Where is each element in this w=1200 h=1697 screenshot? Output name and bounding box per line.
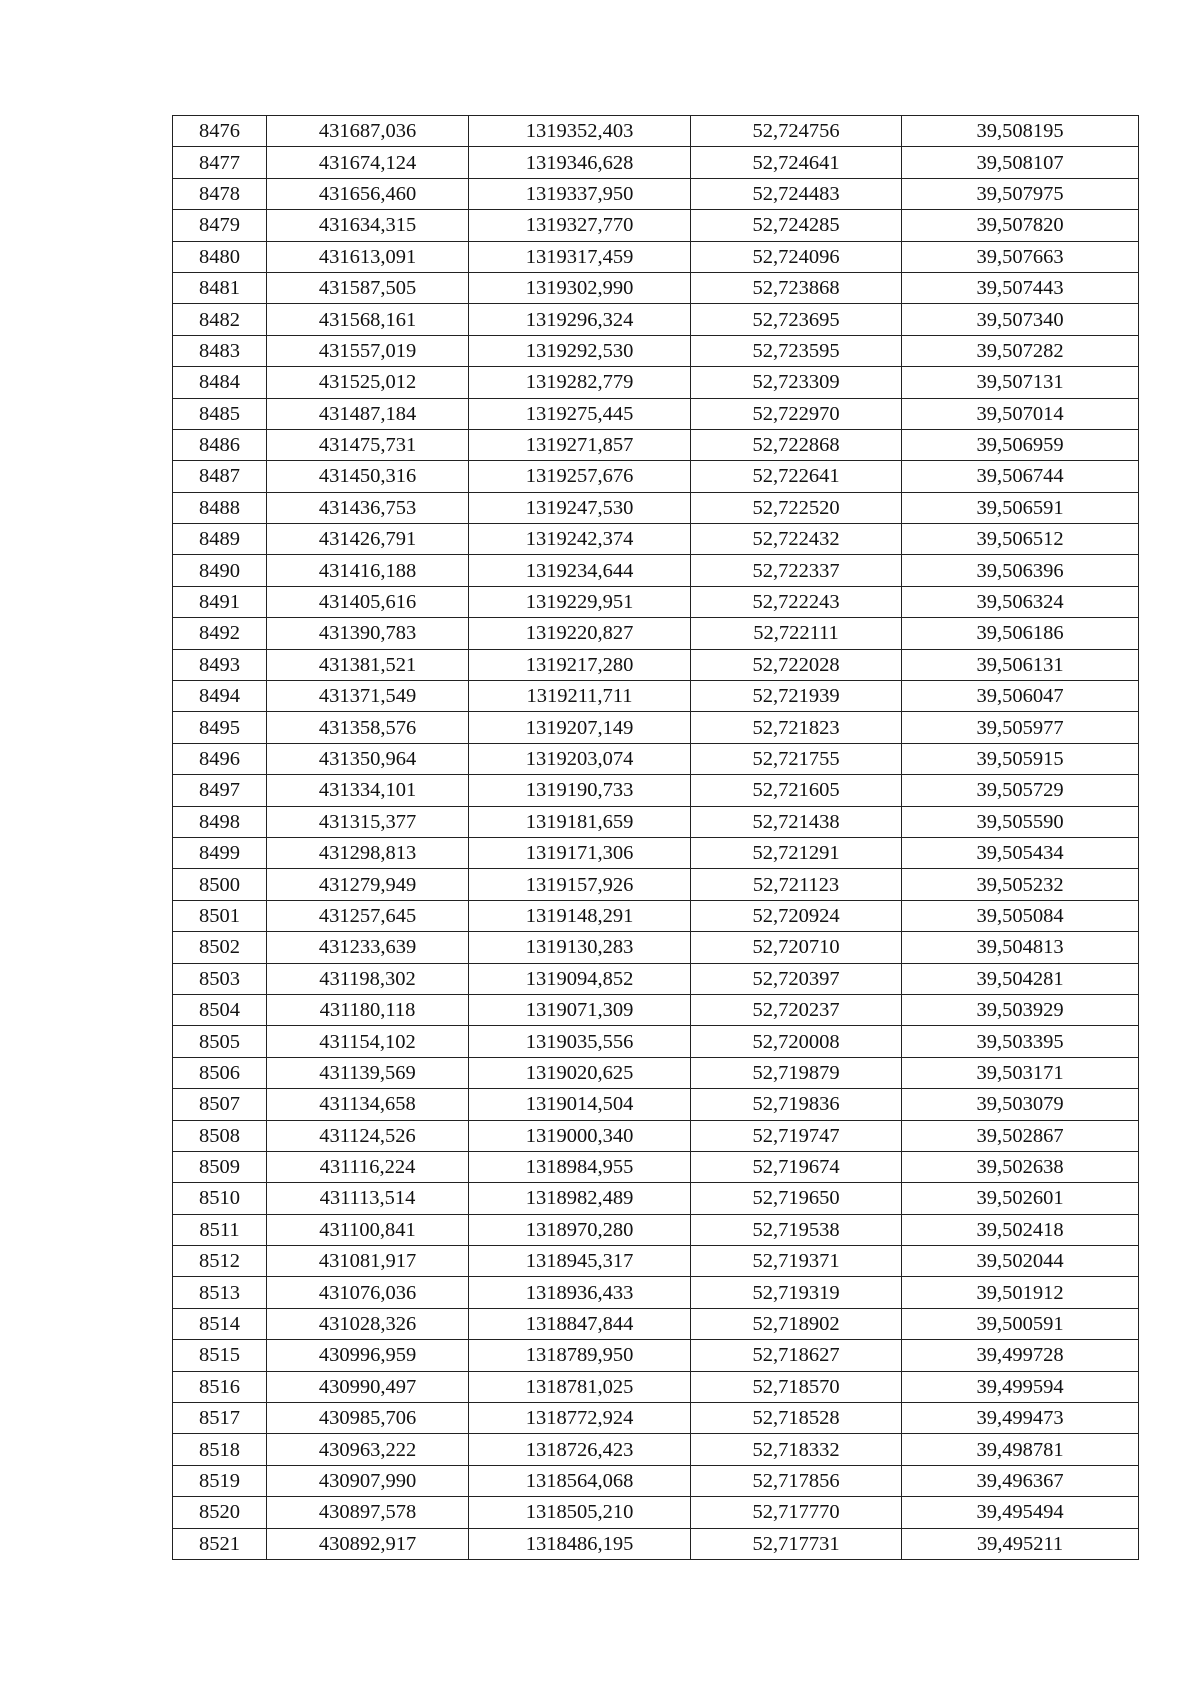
x-coordinate-cell: 431180,118 [267,994,469,1025]
latitude-cell: 52,719836 [691,1089,902,1120]
y-coordinate-cell: 1318847,844 [469,1308,691,1339]
longitude-cell: 39,500591 [902,1308,1139,1339]
longitude-cell: 39,499594 [902,1371,1139,1402]
longitude-cell: 39,507820 [902,210,1139,241]
longitude-cell: 39,507663 [902,241,1139,272]
table-row [173,1308,1139,1339]
table-row [173,524,1139,555]
table-row [173,994,1139,1025]
y-coordinate-cell: 1319352,403 [469,116,691,147]
x-coordinate-cell: 431076,036 [267,1277,469,1308]
longitude-cell: 39,503929 [902,994,1139,1025]
x-coordinate-cell: 431350,964 [267,743,469,774]
y-coordinate-cell: 1319257,676 [469,461,691,492]
point-number-cell: 8509 [173,1151,267,1182]
y-coordinate-cell: 1319207,149 [469,712,691,743]
y-coordinate-cell: 1319282,779 [469,367,691,398]
latitude-cell: 52,724756 [691,116,902,147]
x-coordinate-cell: 430990,497 [267,1371,469,1402]
x-coordinate-cell: 431525,012 [267,367,469,398]
table-row [173,210,1139,241]
y-coordinate-cell: 1319094,852 [469,963,691,994]
point-number-cell: 8491 [173,586,267,617]
longitude-cell: 39,507975 [902,178,1139,209]
table-row [173,178,1139,209]
longitude-cell: 39,507131 [902,367,1139,398]
table-row [173,712,1139,743]
point-number-cell: 8510 [173,1183,267,1214]
point-number-cell: 8515 [173,1340,267,1371]
point-number-cell: 8500 [173,869,267,900]
latitude-cell: 52,719650 [691,1183,902,1214]
x-coordinate-cell: 431416,188 [267,555,469,586]
latitude-cell: 52,721605 [691,775,902,806]
longitude-cell: 39,505590 [902,806,1139,837]
longitude-cell: 39,504813 [902,932,1139,963]
table-row [173,1340,1139,1371]
table-row [173,900,1139,931]
y-coordinate-cell: 1319346,628 [469,147,691,178]
latitude-cell: 52,723309 [691,367,902,398]
latitude-cell: 52,722520 [691,492,902,523]
table-row [173,1026,1139,1057]
table-row [173,1057,1139,1088]
table-row [173,429,1139,460]
longitude-cell: 39,495211 [902,1528,1139,1559]
x-coordinate-cell: 431568,161 [267,304,469,335]
latitude-cell: 52,720008 [691,1026,902,1057]
longitude-cell: 39,499473 [902,1403,1139,1434]
y-coordinate-cell: 1319148,291 [469,900,691,931]
table-row [173,1214,1139,1245]
longitude-cell: 39,506131 [902,649,1139,680]
table-row [173,1434,1139,1465]
table-row [173,272,1139,303]
longitude-cell: 39,505977 [902,712,1139,743]
point-number-cell: 8486 [173,429,267,460]
x-coordinate-cell: 431134,658 [267,1089,469,1120]
table-row [173,1246,1139,1277]
longitude-cell: 39,502601 [902,1183,1139,1214]
coordinates-table-body [173,116,1139,1560]
y-coordinate-cell: 1318505,210 [469,1497,691,1528]
longitude-cell: 39,502638 [902,1151,1139,1182]
longitude-cell: 39,506396 [902,555,1139,586]
latitude-cell: 52,720397 [691,963,902,994]
longitude-cell: 39,507340 [902,304,1139,335]
y-coordinate-cell: 1319217,280 [469,649,691,680]
y-coordinate-cell: 1319190,733 [469,775,691,806]
table-row [173,806,1139,837]
x-coordinate-cell: 431687,036 [267,116,469,147]
latitude-cell: 52,719674 [691,1151,902,1182]
x-coordinate-cell: 431257,645 [267,900,469,931]
longitude-cell: 39,505084 [902,900,1139,931]
latitude-cell: 52,719538 [691,1214,902,1245]
table-row [173,398,1139,429]
y-coordinate-cell: 1319317,459 [469,241,691,272]
latitude-cell: 52,721438 [691,806,902,837]
table-row [173,241,1139,272]
point-number-cell: 8505 [173,1026,267,1057]
y-coordinate-cell: 1318772,924 [469,1403,691,1434]
latitude-cell: 52,718902 [691,1308,902,1339]
y-coordinate-cell: 1319071,309 [469,994,691,1025]
longitude-cell: 39,507014 [902,398,1139,429]
x-coordinate-cell: 431587,505 [267,272,469,303]
y-coordinate-cell: 1319302,990 [469,272,691,303]
y-coordinate-cell: 1319242,374 [469,524,691,555]
x-coordinate-cell: 431298,813 [267,837,469,868]
latitude-cell: 52,721291 [691,837,902,868]
x-coordinate-cell: 430985,706 [267,1403,469,1434]
x-coordinate-cell: 431124,526 [267,1120,469,1151]
table-row [173,1183,1139,1214]
latitude-cell: 52,724483 [691,178,902,209]
table-row [173,461,1139,492]
latitude-cell: 52,720924 [691,900,902,931]
point-number-cell: 8508 [173,1120,267,1151]
latitude-cell: 52,718528 [691,1403,902,1434]
latitude-cell: 52,722243 [691,586,902,617]
point-number-cell: 8506 [173,1057,267,1088]
point-number-cell: 8494 [173,681,267,712]
point-number-cell: 8485 [173,398,267,429]
table-row [173,649,1139,680]
x-coordinate-cell: 431315,377 [267,806,469,837]
longitude-cell: 39,506744 [902,461,1139,492]
table-row [173,1528,1139,1559]
latitude-cell: 52,722028 [691,649,902,680]
y-coordinate-cell: 1319130,283 [469,932,691,963]
y-coordinate-cell: 1318982,489 [469,1183,691,1214]
longitude-cell: 39,501912 [902,1277,1139,1308]
latitude-cell: 52,722868 [691,429,902,460]
y-coordinate-cell: 1319171,306 [469,837,691,868]
longitude-cell: 39,503079 [902,1089,1139,1120]
longitude-cell: 39,506591 [902,492,1139,523]
latitude-cell: 52,722432 [691,524,902,555]
x-coordinate-cell: 430897,578 [267,1497,469,1528]
y-coordinate-cell: 1318564,068 [469,1465,691,1496]
longitude-cell: 39,502418 [902,1214,1139,1245]
longitude-cell: 39,499728 [902,1340,1139,1371]
table-row [173,1497,1139,1528]
point-number-cell: 8481 [173,272,267,303]
x-coordinate-cell: 431405,616 [267,586,469,617]
longitude-cell: 39,502867 [902,1120,1139,1151]
longitude-cell: 39,506512 [902,524,1139,555]
latitude-cell: 52,718627 [691,1340,902,1371]
point-number-cell: 8512 [173,1246,267,1277]
longitude-cell: 39,505434 [902,837,1139,868]
latitude-cell: 52,722970 [691,398,902,429]
point-number-cell: 8478 [173,178,267,209]
x-coordinate-cell: 431279,949 [267,869,469,900]
x-coordinate-cell: 431028,326 [267,1308,469,1339]
point-number-cell: 8498 [173,806,267,837]
point-number-cell: 8519 [173,1465,267,1496]
x-coordinate-cell: 431371,549 [267,681,469,712]
point-number-cell: 8476 [173,116,267,147]
latitude-cell: 52,718332 [691,1434,902,1465]
y-coordinate-cell: 1319020,625 [469,1057,691,1088]
x-coordinate-cell: 431475,731 [267,429,469,460]
table-row [173,367,1139,398]
longitude-cell: 39,502044 [902,1246,1139,1277]
longitude-cell: 39,508195 [902,116,1139,147]
latitude-cell: 52,719747 [691,1120,902,1151]
latitude-cell: 52,723595 [691,335,902,366]
y-coordinate-cell: 1319234,644 [469,555,691,586]
point-number-cell: 8490 [173,555,267,586]
y-coordinate-cell: 1319296,324 [469,304,691,335]
x-coordinate-cell: 431613,091 [267,241,469,272]
y-coordinate-cell: 1319181,659 [469,806,691,837]
latitude-cell: 52,722337 [691,555,902,586]
table-row [173,681,1139,712]
point-number-cell: 8520 [173,1497,267,1528]
table-row [173,304,1139,335]
longitude-cell: 39,495494 [902,1497,1139,1528]
point-number-cell: 8513 [173,1277,267,1308]
latitude-cell: 52,717770 [691,1497,902,1528]
y-coordinate-cell: 1319157,926 [469,869,691,900]
point-number-cell: 8492 [173,618,267,649]
y-coordinate-cell: 1319211,711 [469,681,691,712]
table-row [173,586,1139,617]
point-number-cell: 8516 [173,1371,267,1402]
point-number-cell: 8499 [173,837,267,868]
point-number-cell: 8493 [173,649,267,680]
point-number-cell: 8497 [173,775,267,806]
latitude-cell: 52,723695 [691,304,902,335]
point-number-cell: 8518 [173,1434,267,1465]
latitude-cell: 52,719371 [691,1246,902,1277]
longitude-cell: 39,496367 [902,1465,1139,1496]
y-coordinate-cell: 1319014,504 [469,1089,691,1120]
point-number-cell: 8482 [173,304,267,335]
point-number-cell: 8502 [173,932,267,963]
latitude-cell: 52,721755 [691,743,902,774]
point-number-cell: 8511 [173,1214,267,1245]
latitude-cell: 52,722111 [691,618,902,649]
x-coordinate-cell: 431198,302 [267,963,469,994]
x-coordinate-cell: 431100,841 [267,1214,469,1245]
point-number-cell: 8484 [173,367,267,398]
x-coordinate-cell: 431487,184 [267,398,469,429]
point-number-cell: 8504 [173,994,267,1025]
y-coordinate-cell: 1318726,423 [469,1434,691,1465]
x-coordinate-cell: 431436,753 [267,492,469,523]
point-number-cell: 8517 [173,1403,267,1434]
latitude-cell: 52,724641 [691,147,902,178]
latitude-cell: 52,720710 [691,932,902,963]
x-coordinate-cell: 431450,316 [267,461,469,492]
table-row [173,837,1139,868]
coordinates-table [172,115,1139,1560]
x-coordinate-cell: 430907,990 [267,1465,469,1496]
point-number-cell: 8495 [173,712,267,743]
point-number-cell: 8496 [173,743,267,774]
latitude-cell: 52,720237 [691,994,902,1025]
latitude-cell: 52,717731 [691,1528,902,1559]
longitude-cell: 39,506324 [902,586,1139,617]
point-number-cell: 8489 [173,524,267,555]
y-coordinate-cell: 1319327,770 [469,210,691,241]
longitude-cell: 39,506047 [902,681,1139,712]
latitude-cell: 52,724096 [691,241,902,272]
x-coordinate-cell: 431426,791 [267,524,469,555]
table-row [173,1371,1139,1402]
x-coordinate-cell: 431233,639 [267,932,469,963]
y-coordinate-cell: 1318789,950 [469,1340,691,1371]
table-row [173,743,1139,774]
latitude-cell: 52,723868 [691,272,902,303]
x-coordinate-cell: 431390,783 [267,618,469,649]
x-coordinate-cell: 431081,917 [267,1246,469,1277]
table-row [173,618,1139,649]
longitude-cell: 39,506959 [902,429,1139,460]
x-coordinate-cell: 430892,917 [267,1528,469,1559]
latitude-cell: 52,721939 [691,681,902,712]
latitude-cell: 52,721823 [691,712,902,743]
latitude-cell: 52,724285 [691,210,902,241]
x-coordinate-cell: 431674,124 [267,147,469,178]
table-row [173,1120,1139,1151]
latitude-cell: 52,721123 [691,869,902,900]
x-coordinate-cell: 430963,222 [267,1434,469,1465]
longitude-cell: 39,503171 [902,1057,1139,1088]
longitude-cell: 39,505729 [902,775,1139,806]
y-coordinate-cell: 1319035,556 [469,1026,691,1057]
table-row [173,492,1139,523]
x-coordinate-cell: 431656,460 [267,178,469,209]
longitude-cell: 39,503395 [902,1026,1139,1057]
y-coordinate-cell: 1319000,340 [469,1120,691,1151]
x-coordinate-cell: 431358,576 [267,712,469,743]
longitude-cell: 39,508107 [902,147,1139,178]
y-coordinate-cell: 1319203,074 [469,743,691,774]
latitude-cell: 52,719879 [691,1057,902,1088]
y-coordinate-cell: 1318781,025 [469,1371,691,1402]
point-number-cell: 8503 [173,963,267,994]
latitude-cell: 52,719319 [691,1277,902,1308]
y-coordinate-cell: 1319275,445 [469,398,691,429]
longitude-cell: 39,507443 [902,272,1139,303]
latitude-cell: 52,722641 [691,461,902,492]
y-coordinate-cell: 1319292,530 [469,335,691,366]
longitude-cell: 39,507282 [902,335,1139,366]
y-coordinate-cell: 1319271,857 [469,429,691,460]
y-coordinate-cell: 1318945,317 [469,1246,691,1277]
x-coordinate-cell: 431116,224 [267,1151,469,1182]
table-row [173,1403,1139,1434]
x-coordinate-cell: 431154,102 [267,1026,469,1057]
point-number-cell: 8501 [173,900,267,931]
point-number-cell: 8521 [173,1528,267,1559]
table-row [173,1151,1139,1182]
x-coordinate-cell: 431139,569 [267,1057,469,1088]
y-coordinate-cell: 1318984,955 [469,1151,691,1182]
point-number-cell: 8483 [173,335,267,366]
y-coordinate-cell: 1318486,195 [469,1528,691,1559]
point-number-cell: 8477 [173,147,267,178]
table-row [173,932,1139,963]
table-row [173,555,1139,586]
longitude-cell: 39,506186 [902,618,1139,649]
point-number-cell: 8507 [173,1089,267,1120]
table-row [173,963,1139,994]
longitude-cell: 39,505232 [902,869,1139,900]
y-coordinate-cell: 1318970,280 [469,1214,691,1245]
longitude-cell: 39,504281 [902,963,1139,994]
y-coordinate-cell: 1319247,530 [469,492,691,523]
latitude-cell: 52,718570 [691,1371,902,1402]
x-coordinate-cell: 430996,959 [267,1340,469,1371]
table-row [173,869,1139,900]
x-coordinate-cell: 431113,514 [267,1183,469,1214]
y-coordinate-cell: 1318936,433 [469,1277,691,1308]
x-coordinate-cell: 431381,521 [267,649,469,680]
y-coordinate-cell: 1319229,951 [469,586,691,617]
table-row [173,335,1139,366]
latitude-cell: 52,717856 [691,1465,902,1496]
point-number-cell: 8488 [173,492,267,523]
point-number-cell: 8514 [173,1308,267,1339]
x-coordinate-cell: 431634,315 [267,210,469,241]
longitude-cell: 39,498781 [902,1434,1139,1465]
y-coordinate-cell: 1319220,827 [469,618,691,649]
x-coordinate-cell: 431334,101 [267,775,469,806]
x-coordinate-cell: 431557,019 [267,335,469,366]
point-number-cell: 8479 [173,210,267,241]
table-row [173,147,1139,178]
table-row [173,1089,1139,1120]
point-number-cell: 8487 [173,461,267,492]
table-row [173,1277,1139,1308]
table-row [173,775,1139,806]
table-row [173,1465,1139,1496]
point-number-cell: 8480 [173,241,267,272]
table-row [173,116,1139,147]
longitude-cell: 39,505915 [902,743,1139,774]
y-coordinate-cell: 1319337,950 [469,178,691,209]
